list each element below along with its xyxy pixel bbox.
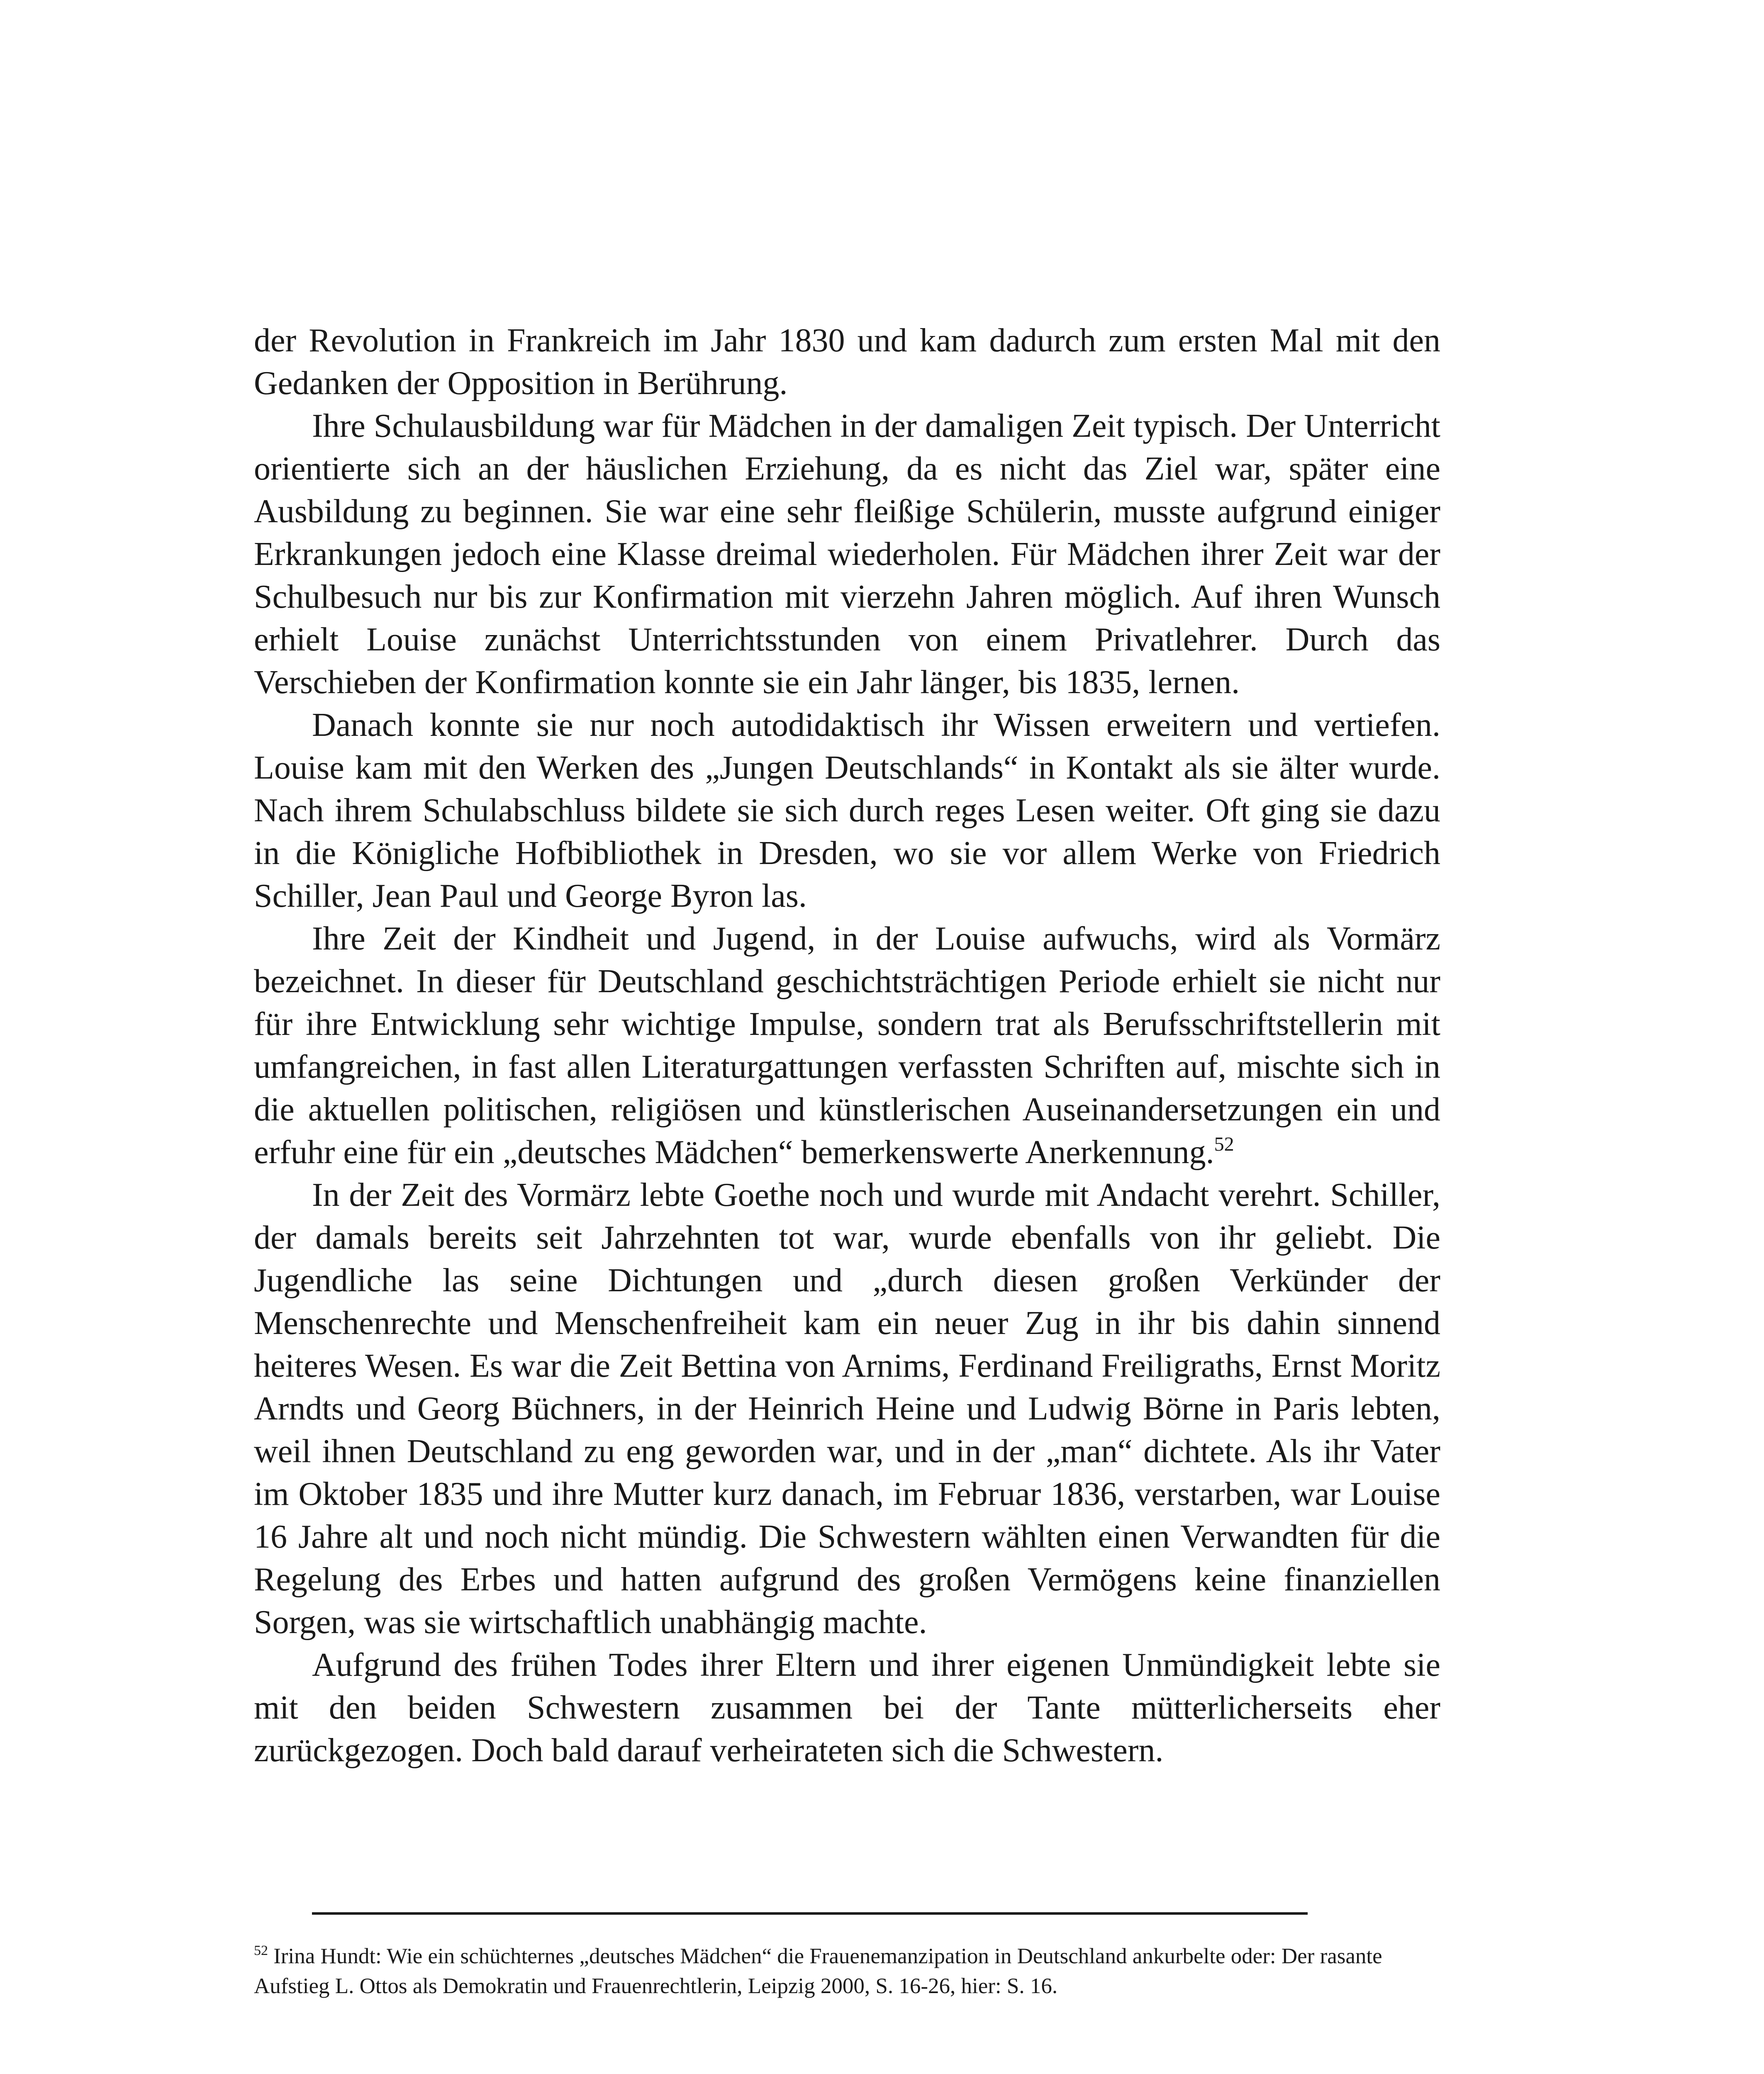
paragraph-5: In der Zeit des Vormärz lebte Goethe noch und wurde mit Andacht verehrt. Schiller, der damals bereits seit Jahrzehnten tot war, wurde ebenfalls von ihr geliebt. Die Jugendliche las seine Dichtungen und „durch diesen großen Verkünder der Menschenrechte und Menschenfreiheit kam ein neuer Zug in ihr bis dahin sinnend heiteres Wesen. Es war die Zeit Bettina von Arnims, Ferdinand Freiligraths, Ernst Moritz Arndts und Georg Büchners, in der Heinrich Heine und Ludwig Börne in Paris lebten, weil ihnen Deutschland zu eng geworden war, und in der „man“ dichtete. Als ihr Vater im Oktober 1835 und ihre Mutter kurz danach, im Februar 1836, verstarben, war Louise 16 Jahre alt und noch nicht mündig. Die Schwestern wählten einen Verwandten für die Regelung des Erbes und hatten aufgrund des großen Vermögens keine finanziellen Sorgen, was sie wirtschaftlich unabhängig machte. [254, 1177, 1440, 1641]
footnote [254, 1941, 1440, 2001]
footnote-divider [312, 1912, 1308, 1915]
paragraph-4-text: Ihre Zeit der Kindheit und Jugend, in der Louise aufwuchs, wird als Vormärz bezeichnet. In dieser für Deutschland geschichtsträchtigen Periode erhielt sie nicht nur für ihre Entwicklung sehr wichtige Impulse, sondern trat als Berufsschriftstellerin mit umfangreichen, in fast allen Literaturgattungen verfassten Schriften auf, mischte sich in die aktuellen politischen, religiösen und künstlerischen Auseinandersetzungen ein und erfuhr eine für ein „deutsches Mädchen“ bemerkenswerte Anerkennung. [254, 920, 1440, 1171]
footnote-reference[interactable]: 52 [1214, 1133, 1234, 1155]
body-text [254, 319, 1440, 1772]
footnote-number: 52 [254, 1943, 268, 1958]
paragraph-6: Aufgrund des frühen Todes ihrer Eltern und ihrer eigenen Unmündigkeit lebte sie mit den beiden Schwestern zusammen bei der Tante mütterlicherseits eher zurückgezogen. Doch bald darauf verheirateten sich die Schwestern. [254, 1647, 1440, 1769]
paragraph-3: Danach konnte sie nur noch autodidaktisch ihr Wissen erweitern und vertiefen. Louise kam mit den Werken des „Jungen Deutschlands“ in Kontakt als sie älter wurde. Nach ihrem Schulabschluss bildete sie sich durch reges Lesen weiter. Oft ging sie dazu in die Königliche Hofbibliothek in Dresden, wo sie vor allem Werke von Friedrich Schiller, Jean Paul und George Byron las. [254, 707, 1440, 914]
paragraph-1: der Revolution in Frankreich im Jahr 1830 und kam dadurch zum ersten Mal mit den Gedanken der Opposition in Berührung. [254, 322, 1440, 402]
footnote-text: Irina Hundt: Wie ein schüchternes „deutsches Mädchen“ die Frauenemanzipation in Deutschland ankurbelte oder: Der rasante Aufstieg L. Ottos als Demokratin und Frauenrechtlerin, Leipzig 2000, S. 16-26, hier: S. 16. [254, 1944, 1382, 1998]
paragraph-4 [254, 918, 1440, 1174]
paragraph-2: Ihre Schulausbildung war für Mädchen in der damaligen Zeit typisch. Der Unterricht orientierte sich an der häuslichen Erziehung, da es nicht das Ziel war, später eine Ausbildung zu beginnen. Sie war eine sehr fleißige Schülerin, musste aufgrund einiger Erkrankungen jedoch eine Klasse dreimal wiederholen. Für Mädchen ihrer Zeit war der Schulbesuch nur bis zur Konfirmation mit vierzehn Jahren möglich. Auf ihren Wunsch erhielt Louise zunächst Unterrichtsstunden von einem Privatlehrer. Durch das Verschieben der Konfirmation konnte sie ein Jahr länger, bis 1835, lernen. [254, 408, 1440, 701]
